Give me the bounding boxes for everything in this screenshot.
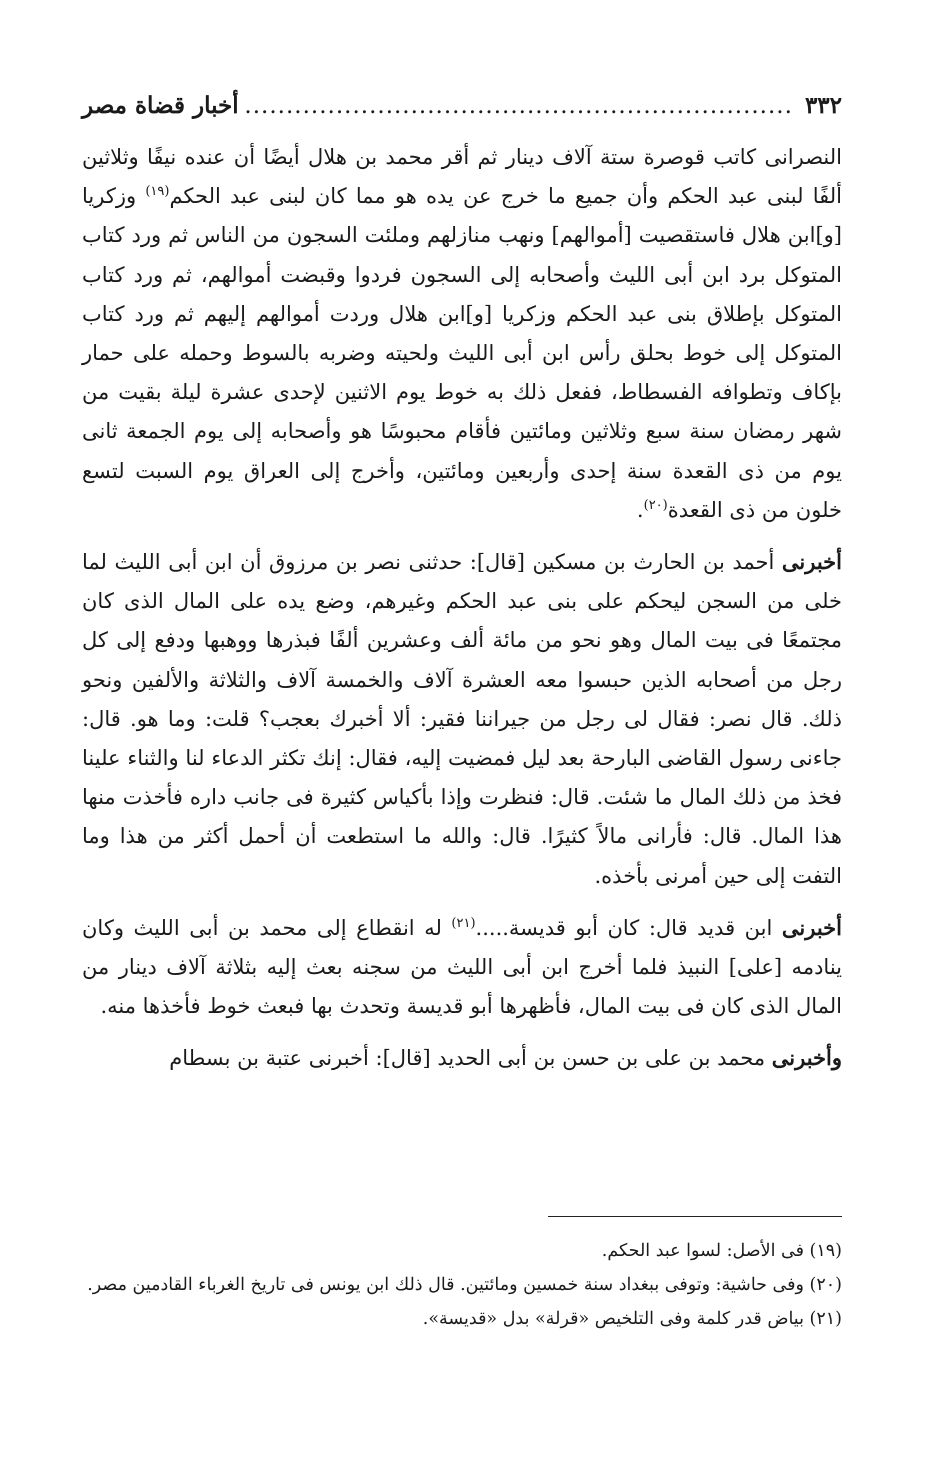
footnote-ref-21: (٢١) [451, 915, 476, 931]
paragraph-lead-word: وأخبرنى [771, 1045, 842, 1071]
paragraph-text: . [636, 497, 644, 522]
paragraph-text: أحمد بن الحارث بن مسكين [قال]: حدثنى نصر بن مرزوق أن ابن أبى الليث لما خلى من السجن ليحكم على بنى عبد الحكم وغيرهم، وضع يده على المال الذى كان مجتمعًا فى بيت المال وهو نحو من مائة ألف وعشرين ألفًا فبذرها ووهبها ودفع إلى كل رجل من أصحابه الذين حبسوا معه العشرة آلاف والخمسة آلاف والثلاثة والألفين ونحو ذلك. قال نصر: فقال لى رجل من جيراننا فقير: ألا أخبرك بعجب؟ قلت: وما هو. قال: جاءنى رسول القاضى البارحة بعد ليل فمضيت إليه، فقال: إنك تكثر الدعاء لنا والثناء علينا فخذ من ذلك المال ما شئت. قال: فنظرت وإذا بأكياس كثيرة فى جانب داره فأخذت منها هذا المال. قال: فأرانى مالاً كثيرًا. قال: والله ما استطعت أن أحمل أكثر من هذا وما التفت إلى حين أمرنى بأخذه. [82, 550, 842, 888]
header-leader-dots [245, 93, 793, 119]
paragraph-4 [82, 1038, 842, 1078]
paragraph-lead-word: أخبرنى [781, 549, 842, 575]
paragraph-text: النصرانى كاتب قوصرة ستة آلاف دينار ثم أقر محمد بن هلال أيضًا أن عنده نيفًا وثلاثين ألفًا لبنى عبد الحكم وأن جميع ما خرج عن يده هو مما كان لبنى عبد الحكم [82, 145, 842, 209]
footnote-ref-20: (٢٠) [643, 497, 668, 513]
paragraph-text: وزكريا [و]ابن هلال فاستقصيت [أموالهم] ونهب منازلهم وملئت السجون من الناس ثم ورد كتاب المتوكل برد ابن أبى الليث وأصحابه إلى السجون فردوا وقبضت أموالهم، ثم ورد كتاب المتوكل بإطلاق بنى عبد الحكم وزكريا [و]ابن هلال وردت أموالهم إليهم ثم ورد كتاب المتوكل إلى خوط بحلق رأس ابن أبى الليث ولحيته وضربه بالسوط وحمله على حمار بإكاف وتطوافه الفسطاط، ففعل ذلك به خوط يوم الاثنين لإحدى عشرة ليلة بقيت من شهر رمضان سنة سبع وثلاثين ومائتين فأقام محبوسًا هو وأصحابه إلى يوم الجمعة ثانى يوم من ذى القعدة سنة إحدى وأربعين ومائتين، وأخرج إلى العراق يوم السبت لتسع خلون من ذى القعدة [82, 184, 842, 522]
page-number: ٣٣٢ [804, 92, 842, 119]
paragraph-2 [82, 542, 842, 896]
footnotes [82, 1234, 842, 1336]
footnote-19: (١٩) فى الأصل: لسوا عبد الحكم. [601, 1241, 842, 1261]
paragraph-text: له انقطاع إلى محمد بن أبى الليث وكان ينادمه [على] النبيذ فلما أخرج ابن أبى الليث من سجنه بعث إليه بثلاثة آلاف دينار من المال الذى كان فى بيت المال، فأظهرها أبو قديسة وتحدث بها فبعث خوط فأخذها منه. [82, 915, 842, 1019]
paragraph-3 [82, 908, 842, 1027]
footnote-ref-19: (١٩) [145, 184, 170, 200]
paragraph-lead-word: أخبرنى [781, 914, 842, 940]
footnote-20: (٢٠) وفى حاشية: وتوفى ببغداد سنة خمسين ومائتين. قال ذلك ابن يونس فى تاريخ الغرباء القادمين مصر. [87, 1275, 842, 1295]
footnote-21: (٢١) بياض قدر كلمة وفى التلخيص «قرلة» بدل «قديسة». [422, 1309, 842, 1329]
footnote-separator [548, 1216, 842, 1217]
running-title: أخبار قضاة مصر [82, 92, 239, 119]
paragraph-text: محمد بن على بن حسن بن أبى الحديد [قال]: أخبرنى عتبة بن بسطام [169, 1046, 772, 1071]
running-header [82, 92, 842, 132]
paragraph-1 [82, 138, 842, 530]
main-text [82, 138, 842, 1079]
paragraph-text: ابن قديد قال: كان أبو قديسة..... [475, 915, 782, 940]
